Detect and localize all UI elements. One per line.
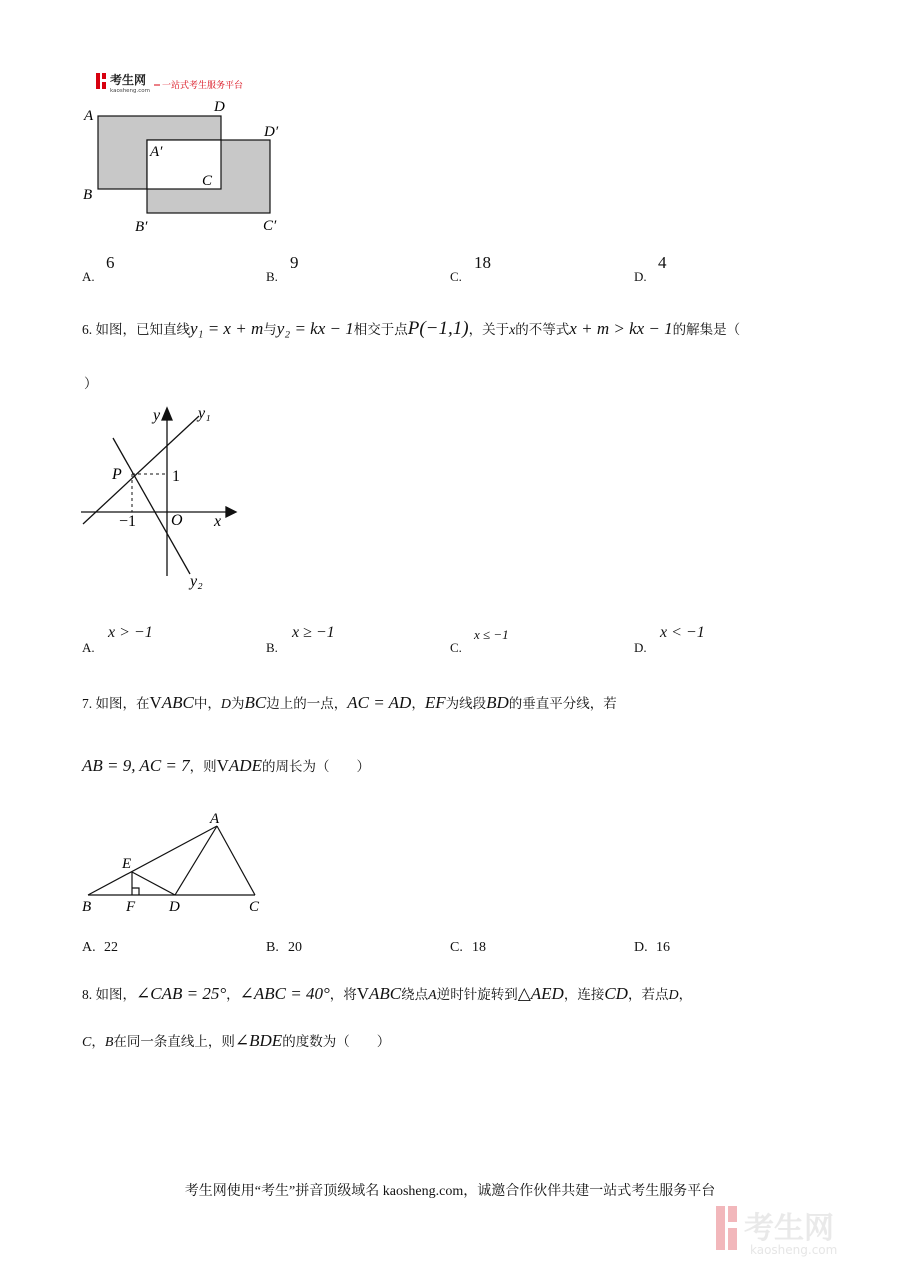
q6-text-3: 相交于点 — [353, 322, 408, 337]
q6-var: x — [509, 323, 516, 338]
q8-text-4: 绕点 — [401, 987, 429, 1002]
q5-option-b-value: 9 — [290, 253, 299, 272]
q8-c: C — [82, 1035, 92, 1050]
q8-stem-line1 — [82, 983, 692, 1004]
label-C-prime: C′ — [263, 218, 277, 234]
q8-number: 8. — [82, 987, 93, 1002]
logo-slogan: 一站式考生服务平台 — [162, 81, 244, 91]
q6-option-a-value: x > −1 — [108, 624, 153, 641]
q8-abc: ABC — [369, 984, 402, 1003]
label-C: C — [202, 173, 213, 189]
label-y2: y₂ — [190, 573, 203, 590]
label-P: P — [112, 466, 122, 483]
label-A-prime: A′ — [150, 144, 163, 160]
q7-option-c-value: 18 — [472, 940, 486, 955]
q6-text-1: 如图，已知直线 — [95, 322, 190, 337]
line-y1 — [83, 416, 199, 524]
q6-figure — [78, 400, 248, 595]
q7-option-b-letter: B. — [266, 940, 279, 955]
q8-text-7: ，若点 — [627, 987, 669, 1002]
q8-stem-line2 — [82, 1030, 390, 1051]
q8-text-3: ，将 — [329, 987, 357, 1002]
q8-text-10: 在同一条直线上，则 — [113, 1034, 235, 1049]
q7-bc: BC — [244, 693, 267, 712]
q6-option-a-letter: A. — [82, 640, 95, 655]
q6-text-6: 的解集是（ — [672, 322, 741, 337]
q7-option-d-letter: D. — [634, 940, 648, 955]
q7-abc: ABC — [161, 693, 194, 712]
label-E: E — [122, 856, 132, 872]
q6-inequality: x + m > kx − 1 — [569, 319, 673, 338]
q6-option-b-value: x ≥ −1 — [292, 624, 335, 641]
q5-shaded-rects — [98, 116, 270, 213]
q7-text-5: ， — [411, 696, 425, 711]
watermark-logo — [714, 1200, 884, 1260]
q6-text-4: ，关于 — [468, 322, 510, 337]
q7-number: 7. — [82, 696, 93, 711]
q7-text-1: 如图，在 — [95, 696, 150, 711]
label-B-prime: B′ — [135, 219, 148, 235]
q8-aed: △AED — [517, 984, 564, 1003]
q6-eq2: y₂ = kx − 1 — [276, 319, 354, 338]
q7-stem-line1 — [82, 692, 617, 713]
q5-option-d-value: 4 — [658, 253, 667, 272]
right-angle-mark — [132, 888, 139, 895]
q8-tri: V — [356, 984, 370, 1003]
q8-angle-cab: ∠CAB = 25° — [136, 984, 227, 1003]
q6-option-c-value: x ≤ −1 — [474, 627, 509, 642]
q8-text-2: ， — [226, 987, 240, 1002]
q5-option-c-letter: C. — [450, 269, 462, 284]
q7-option-c-letter: C. — [450, 940, 463, 955]
q6-option-c-letter: C. — [450, 640, 462, 655]
label-B: B — [82, 899, 92, 915]
q5-option-b-letter: B. — [266, 269, 278, 284]
label-x: x — [214, 513, 222, 530]
q7-text-2: 中， — [193, 696, 221, 711]
q6-text-5: 的不等式 — [515, 322, 570, 337]
q7-text-4: 边上的一点， — [266, 696, 348, 711]
label-one: 1 — [172, 468, 180, 485]
q8-a: A — [428, 988, 437, 1003]
q7-given: AB = 9, AC = 7 — [82, 756, 190, 775]
q8-angle-bde: ∠BDE — [234, 1031, 283, 1050]
q6-option-d-letter: D. — [634, 640, 647, 655]
q7-bd: BD — [486, 693, 509, 712]
q7-option-a-value: 22 — [104, 940, 118, 955]
q8-d: D — [668, 988, 679, 1003]
label-D: D — [214, 99, 225, 115]
logo-domain: kaosheng.com — [110, 88, 151, 94]
q7-ef: EF — [424, 693, 446, 712]
q6-option-d-value: x < −1 — [660, 624, 705, 641]
footer-text: 考生网使用“考生”拼音顶级域名 kaosheng.com，诚邀合作伙伴共建一站式考生服务平台 — [184, 1184, 716, 1199]
label-O: O — [171, 512, 183, 529]
q6-point: P(−1,1) — [407, 318, 469, 339]
q5-figure — [78, 95, 298, 240]
q7-text-3: 为 — [231, 696, 245, 711]
label-y: y — [153, 407, 161, 424]
q8-b: B — [104, 1035, 114, 1050]
q5-option-a-letter: A. — [82, 269, 95, 284]
label-C: C — [249, 899, 260, 915]
q8-text-9: ， — [91, 1034, 105, 1049]
label-D-prime: D′ — [264, 124, 279, 140]
q7-text-9: 的周长为（ ） — [261, 759, 370, 774]
label-A: A — [210, 811, 220, 827]
q7-option-a-letter: A. — [82, 940, 96, 955]
q6-stem — [82, 318, 740, 340]
logo-graphic — [96, 70, 266, 94]
q7-stem-line2 — [82, 755, 370, 776]
x-axis-arrow — [226, 507, 236, 517]
label-y1: y₁ — [198, 405, 211, 422]
q7-ac-ad: AC = AD — [347, 693, 412, 712]
q8-cd: CD — [604, 984, 628, 1003]
watermark-name: 考生网 — [744, 1211, 834, 1246]
q7-option-b-value: 20 — [288, 940, 302, 955]
q5-option-d-letter: D. — [634, 269, 647, 284]
segment-AD — [175, 826, 217, 895]
q7-option-d-value: 16 — [656, 940, 670, 955]
q6-close-paren: ） — [84, 376, 98, 391]
q7-text-8: ，则 — [189, 759, 217, 774]
label-D: D — [169, 899, 180, 915]
segment-AC — [217, 826, 255, 895]
q6-eq1: y₁ = x + m — [190, 319, 264, 338]
label-neg1: −1 — [119, 513, 137, 530]
q5-option-c-value: 18 — [474, 253, 491, 272]
q6-option-b-letter: B. — [266, 640, 278, 655]
q7-tri-1: V — [149, 693, 162, 712]
logo-name: 考生网 — [110, 73, 147, 87]
q5-option-a-value: 6 — [106, 253, 115, 272]
watermark-domain: kaosheng.com — [750, 1243, 838, 1257]
q8-text-5: 逆时针旋转到 — [436, 987, 518, 1002]
q8-text-6: ，连接 — [563, 987, 605, 1002]
label-F: F — [126, 899, 136, 915]
q6-text-2: 与 — [263, 322, 277, 337]
q8-angle-abc: ∠ABC = 40° — [239, 984, 330, 1003]
q7-ade: ADE — [228, 756, 262, 775]
header-logo — [96, 70, 266, 94]
label-B: B — [83, 187, 93, 203]
segment-BA — [88, 826, 217, 895]
label-A: A — [84, 108, 94, 124]
q7-text-7: 的垂直平分线，若 — [508, 696, 617, 711]
q8-text-8: ， — [678, 987, 693, 1002]
q7-tri-2: V — [216, 756, 229, 775]
line-y2 — [113, 438, 190, 574]
q7-d: D — [220, 697, 232, 712]
y-axis-arrow — [162, 408, 172, 420]
q7-figure — [78, 805, 278, 915]
q6-number: 6. — [82, 322, 93, 337]
q7-text-6: 为线段 — [445, 696, 487, 711]
q8-text-1: 如图， — [95, 987, 136, 1002]
q8-text-11: 的度数为（ ） — [282, 1034, 391, 1049]
